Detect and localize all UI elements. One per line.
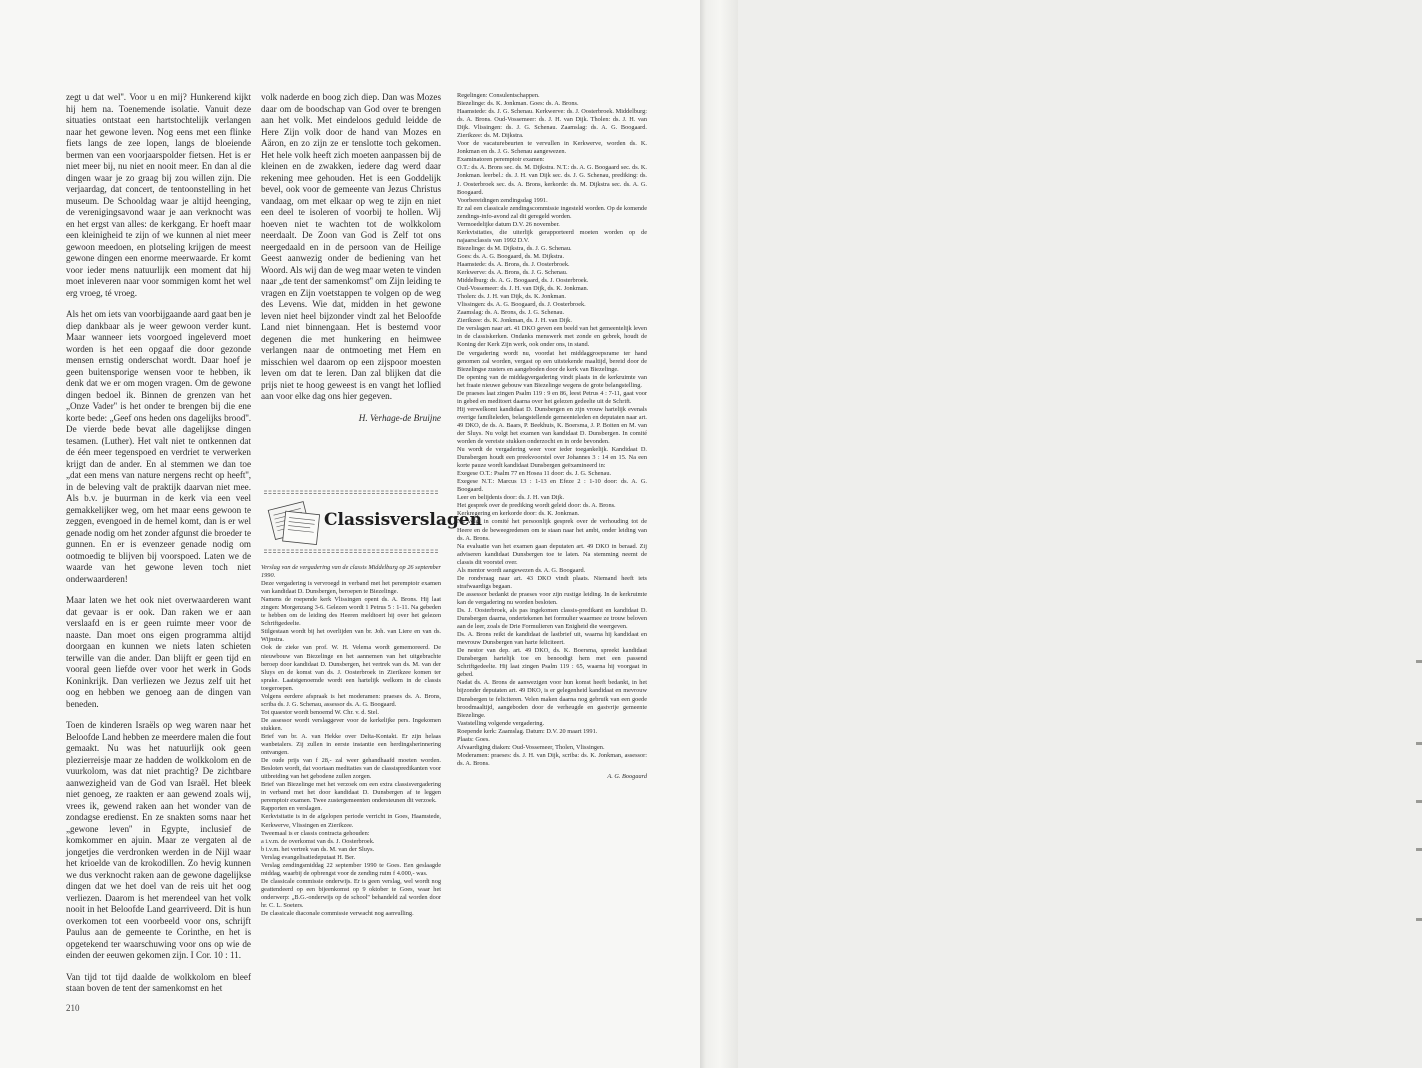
report-column-right (457, 92, 647, 780)
paragraph: De opening van de middagvergadering vindt plaats in de kerkruimte van het fraaie nieuwe gebouw van Biezelinge wegens de grote belangstelling. (457, 373, 647, 389)
paragraph: Exegese O.T.: Psalm 77 en Hosea 11 door: ds. J. G. Schenau. (457, 470, 612, 478)
paragraph: Deze vergadering is vervroegd in verband met het peremptoir examen van kandidaat D. Dunsbergen, beroepen te Biezelinge. (261, 580, 441, 596)
paragraph: Kerkvisitatie is in de afgelopen periode verricht in Goes, Haamstede, Kerkwerve, Vlissingen en Zierikzee. (261, 813, 441, 829)
paragraph: Nu wordt de vergadering weer voor ieder toegankelijk. Kandidaat D. Dunsbergen houdt een preekvoorstel over Johannes 3 : 14 en 15. Na een korte pauze wordt kandidaat Dunsbergen geëxamineerd in: (457, 446, 647, 470)
paragraph: Exegese N.T.: Marcus 13 : 1-13 en Efeze 2 : 1-10 door: ds. A. G. Boogaard. (457, 478, 647, 494)
paragraph: Tweemaal is er classis contracta gehouden: (261, 829, 370, 837)
paragraph: Haamstede: ds. J. G. Schenau. Kerkwerve: ds. J. Oosterbroek. Middelburg: ds. A. Brons. Oud-Vossemeer: ds. J. H. van Dijk. Tholen: ds. J. H. van Dijk. Vlissingen: ds. J. G. Schenau. Zaamslag: ds. A. G. Boogaard. Zierikzee: ds. M. Dijkstra. (457, 108, 647, 140)
paragraph: Hij verwelkomt kandidaat D. Dunsbergen en zijn vrouw hartelijk evenals overige familieleden, belangstellende gemeenteleden en deputaten naar art. 49 DKO, de ds. A. Baars, P. Beekhuis, K. Boersma, J. P. Boiten en M. van der Sluys. Nu volgt het examen van kandidaat D. Dunsbergen. In comité worden de vereiste stukken onderzocht en in orde bevonden. (457, 405, 647, 446)
paragraph: Toen de kinderen Israëls op weg waren naar het Beloofde Land hebben ze meerdere malen die fout gemaakt. Nu was het natuurlijk ook geen plezierreisje maar ze hadden de wolkkolom en de vuurkolom, was dat niet prachtig? De zichtbare aanwezigheid van de God van Israël. Het bleek niet genoeg, ze raakten er aan gewend zoals wij, vrees ik, gewend raken aan het wonder van de zondagse eredienst. En ze snakten soms naar het „gewone leven'' in Egypte, inclusief de komkommer en ajuin. Maar ze vergaten al de jongetjes die verdronken werden in de Nijl waar het krioelde van de krokodillen. Zo hevig kunnen we dus verknocht raken aan de gewone dagelijkse dingen dat we het doel van de reis uit het oog verliezen. Daarom is het merendeel van het volk nooit in het Beloofde Land gearriveerd. Dit is hun overkomen tot een voorbeeld voor ons, schrijft Paulus aan de gemeente te Corinthe, en het is opgetekend ter waarschuwing voor ons op wie de einden der eeuwen gekomen zijn. I Cor. 10 : 11. (66, 720, 251, 960)
paragraph: Plaats: Goes. (457, 735, 490, 743)
paragraph: Tot quaestor wordt benoemd W. Chr. v. d. Stel. (261, 708, 379, 716)
edge-mark (1416, 660, 1422, 663)
paragraph: Namens de roepende kerk Vlissingen opent ds. A. Brons. Hij laat zingen: Morgenzang 3-6. Gelezen wordt 1 Petrus 5 : 1-11. Na gebeden te hebben om de leiding des Heeren meldtoert hij over het gelezen Schriftgedeelte. (261, 596, 441, 628)
paragraph: Kerkvisitaties, die uiterlijk gerapporteerd moeten worden op de najaarsclassis van 1992 D.V. (457, 228, 647, 244)
papers-illustration-icon (262, 487, 482, 557)
edge-mark (1416, 742, 1422, 745)
paragraph: Afvaardiging diaken: Oud-Vossemeer, Tholen, Vlissingen. (457, 743, 605, 751)
paragraph: Roepende kerk: Zaamslag. Datum: D.V. 20 maart 1991. (457, 727, 598, 735)
text-column-left (66, 92, 251, 1005)
paragraph: Vlissingen: ds. A. G. Boogaard, ds. J. Oosterbroek. (457, 301, 586, 309)
paragraph: Rapporten en verslagen. (261, 805, 323, 813)
paragraph: Als mentor wordt aangewezen ds. A. G. Boogaard. (457, 566, 586, 574)
paragraph: Nu volgt in comité het persoonlijk gesprek over de verhouding tot de Heere en de beweegredenen om te staan naar het ambt, onder leiding van ds. A. Brons. (457, 518, 647, 542)
paragraph: Volgens eerdere afspraak is het moderamen: praeses ds. A. Brons, scriba ds. J. G. Schenau, assessor ds. A. G. Boogaard. (261, 692, 441, 708)
paragraph: Kerkwerve: ds. A. Brons, ds. J. G. Schenau. (457, 269, 568, 277)
paragraph: Leer en belijdenis door: ds. J. H. van Dijk. (457, 494, 565, 502)
paragraph: Oud-Vossemeer: ds. J. H. van Dijk, ds. K. Jonkman. (457, 285, 589, 293)
paragraph: Verslag zendingsmiddag 22 september 1990 te Goes. Een geslaagde middag, waarbij de opbrengst voor de zending ruim f 4.000,- was. (261, 861, 441, 877)
paragraph: Brief van br. A. van Hekke over Delta-Kontakt. Er zijn helaas wanbetalers. Zij zullen in eerste instantie een herdingsherinnering ontvangen. (261, 732, 441, 757)
edge-mark (1416, 800, 1422, 803)
paragraph: Ds. J. Oosterbroek, als pas ingekomen classis-predikant en kandidaat D. Dunsbergen daarna, ondertekenen het formulier waarmee ze trouw beloven aan de leer, zoals de Drie Formulieren van Enigheid die weergeven. (457, 607, 647, 631)
paragraph: Kerkregering en kerkorde door: ds. K. Jonkman. (457, 510, 580, 518)
report-subtitle: Verslag van de vergadering van de classis Middelburg op 26 september 1990. (261, 564, 442, 580)
report-signature: A. G. Boogaard (607, 772, 647, 780)
paragraph: Middelburg: ds. A. G. Boogaard, ds. J. Oosterbroek. (457, 277, 589, 285)
paragraph: Biezelinge: ds M. Dijkstra, ds. J. G. Schenau. (457, 244, 572, 252)
paragraph: De assessor bedankt de praeses voor zijn rustige leiding. In de kerkruimte kan de vergadering nu worden besloten. (457, 590, 647, 606)
paragraph: Het gesprek over de prediking wordt geleid door: ds. A. Brons. (457, 502, 616, 510)
paragraph: De oude prijs van f 28,- zal weer gehandhaafd moeten worden. Besloten wordt, dat voortaan meditaties van de classispredikanten voor uitbreiding van het gebodene zullen zorgen. (261, 757, 441, 781)
paragraph: Goes: ds. A. G. Boogaard, ds. M. Dijkstra. (457, 252, 565, 260)
classisverslagen-header (262, 487, 482, 557)
article-signature: H. Verhage-de Bruijne (358, 412, 441, 423)
paragraph: De nestor van dep. art. 49 DKO, ds. K. Boersma, spreekt kandidaat Dunsbergen hartelijk toe en benoodigt hem met een passend Schriftgedeelte. Hij laat zingen Psalm 119 : 65, waarna hij voorgaat in gebed. (457, 647, 647, 679)
paragraph: Moderamen: praeses: ds. J. H. van Dijk, scriba: ds. K. Jonkman, assessor: ds. A. Brons. (457, 751, 647, 767)
paragraph: De vergadering wordt nu, voordat het middaggroepsrame ter hand genomen zal worden, vergast op een uitstekende maaltijd, bereid door de Biezelingse zusters en aangeboden door de kerk van Biezelinge. (457, 349, 647, 373)
section-title: Classisverslagen (324, 510, 482, 530)
paragraph: Regelingen: Consulentschappen. (457, 92, 540, 99)
paragraph: De praeses laat zingen Psalm 119 : 9 en 86, leest Petrus 4 : 7-11, gaat voor in gebed en meditoert daarna over het gelezen gedeelte uit de Schrift. (457, 389, 647, 405)
paragraph: De rondvraag naar art. 43 DKO vindt plaats. Niemand heeft iets strafwaardigs begaan. (457, 574, 647, 590)
paragraph: Examinatoren peremptoir examen: (457, 156, 545, 164)
paragraph: Zaamslag: ds. A. Brons, ds. J. G. Schenau. (457, 309, 565, 317)
paragraph: De verslagen naar art. 41 DKO geven een beeld van het gemeentelijk leven in de classiskerken. Ondanks menswerk met zonde en gebrek, houdt de Koning der Kerk Zijn werk, ook onder ons, in stand. (457, 325, 647, 349)
report-column-middle (261, 564, 441, 918)
page-number: 210 (66, 1003, 80, 1013)
paragraph: volk naderde en boog zich diep. Dan was Mozes daar om de boodschap van God over te brengen aan het volk. Met eindeloos geduld leidde de Here Zijn volk door de hand van Mozes en Aäron, en zo zijn ze er tenslotte toch gekomen. Het hele volk heeft zich moeten aanpassen bij de kleinen en de zwakken, iedere dag werd daar rekening mee gehouden. Het is een Goddelijk bevel, ook voor de gemeente van Jezus Christus vandaag, om met elkaar op weg te zijn en niet een deel te isoleren of voorbij te hollen. Wij hoeven niet te wachten tot de wolkkolom neerdaalt. De Zoon van God is Zelf tot ons neergedaald en in de persoon van de Heilige Geest aanwezig onder de bediening van het Woord. Als wij dan de weg maar weten te vinden naar „de tent der samenkomst'' om Zijn leiding te vragen en Zijn voetstappen te volgen op de weg des Levens. Wie dat, midden in het gewone leven niet heel bijzonder vindt zal het Beloofde Land niet binnengaan. Het is bestemd voor degenen die met hunkering en heimwee verlangen naar de ontmoeting met Hem en misschien wel daarom op een zijspoor moesten leven om dat te leren. Dan zal blijken dat die prijs niet te hoog geweest is en vangt het loflied aan voor elke dag ons hier gegeven. (261, 92, 441, 401)
paragraph: Vermoedelijke datum D.V. 26 november. (457, 220, 560, 228)
paragraph: De classicale diaconale commissie verwacht nog aanvulling. (261, 910, 414, 918)
paragraph: Tholen: ds. J. H. van Dijk, ds. K. Jonkman. (457, 293, 566, 301)
paragraph: Verslag evangelisatiedeputaat H. Ber. (261, 853, 356, 861)
paragraph: Vaststelling volgende vergadering. (457, 719, 545, 727)
magazine-page (0, 0, 700, 1068)
paragraph: b i.v.m. het vertrek van ds. M. van der Sluys. (261, 845, 375, 853)
paragraph: Maar laten we het ook niet overwaarderen want dat gevaar is er ook. Dan raken we er aan verslaafd en is er geen ruimte meer voor de naaste. Dan moet ons eigen programma altijd doorgaan en kunnen we niets laten schieten terwille van die ander. Dan blijft er geen tijd en vooral geen liefde over voor het werk in Gods Koninkrijk. Dan verliezen we Jezus zelf uit het oog en hebben we genoeg aan de dingen van beneden. (66, 595, 251, 709)
paragraph: De assessor wordt verslaggever voor de kerkelijke pers. Ingekomen stukken. (261, 716, 441, 732)
paragraph: Ook de zieke van prof. W. H. Velema wordt gememoreerd. De nieuwbouw van Biezelinge en het aannemen van het uitgebrachte beroep door kandidaat D. Dunsbergen, het vertrek van ds. M. van der Sluys en de komst van ds. J. Oosterbroek in Zierikzee komen ter sprake. Laatstgenoemde wordt een hartelijk welkom in de classis toegeroepen. (261, 644, 441, 692)
paragraph: Nadat ds. A. Brons de aanwezigen voor hun komst heeft bedankt, in het bijzonder deputaten art. 49 DKO, is er gelegenheid kandidaat en mevrouw Dunsbergen te feliciteren. Velen maken daarna nog gebruik van een goede broodmaaltijd, aangeboden door de verheugde en gastvrije gemeente Biezelinge. (457, 679, 647, 719)
paragraph: Na evaluatie van het examen gaan deputaten art. 49 DKO in beraad. Zij adviseren kandidaat Dunsbergen toe te laten. Na stemming neemt de classis dit voorstel over. (457, 542, 647, 566)
paragraph: Voor de vacaturebeurten te vervullen in Kerkwerve, worden ds. K. Jonkman en ds. J. G. Schenau aangewezen. (457, 140, 647, 156)
adjacent-page-edge (700, 0, 738, 1068)
paragraph: zegt u dat wel''. Voor u en mij? Hunkerend kijkt hij hem na. Toenemende isolatie. Vanuit deze situaties ontstaat een hartstochtelijk verlangen naar het gewone leven. Nog eens met een flinke fiets langs de zee lopen, langs de bloeiende bermen van een voorjaarspolder fietsen. Het is er niet meer bij, nu niet en nooit meer. En dan al die dingen waar je zo graag bij zou willen zijn. Die verjaardag, dat concert, de tentoonstelling in het museum. De Schooldag waar je altijd heenging, de verenigingsavond waar je aan verknocht was en het ergst van alles: de kerkgang. Er hoeft maar een kleinigheid te zijn of we kunnen al niet meer gewoon meedoen, en plotseling krijgen de meest gewone dingen een enorme meerwaarde. Er komt voor ieder mens natuurlijk een moment dat hij moet inleveren naar voor sommigen komt het wel erg vroeg, té vroeg. (66, 92, 251, 298)
paragraph: De classicale commissie onderwijs. Er is geen verslag, wel wordt nog geattendeerd op een bijeenkomst op 9 oktober te Goes, waar het onderwerp: „B.G.-onderwijs op de school'' behandeld zal worden door hr. C. L. Soeters. (261, 877, 441, 909)
paragraph: Ds. A. Brons reikt de kandidaat de lastbrief uit, waarna hij kandidaat en mevrouw Dunsbergen van harte feliciteert. (457, 631, 647, 647)
paragraph: Biezelinge: ds. K. Jonkman. Goes: ds. A. Brons. (457, 100, 579, 108)
paragraph: Van tijd tot tijd daalde de wolkkolom en bleef staan boven de tent der samenkomst en het (66, 971, 251, 993)
text-column-middle (261, 92, 441, 423)
paragraph: Haamstede: ds. A. Brons, ds. J. Oosterbroek. (457, 260, 570, 268)
paragraph: O.T.: ds. A. Brons sec. ds. M. Dijkstra. N.T.: ds. A. G. Boogaard sec. ds. K. Jonkman. leerbel.: ds. J. H. van Dijk sec. ds. J. G. Schenau, prediking: ds. J. Oosterbroek sec. ds. A. Brons, kerkorde: ds. M. Dijkstra sec. ds. A. G. Boogaard. (457, 164, 647, 196)
paragraph: Brief van Biezelinge met het verzoek om een extra classisvergadering in verband met het door kandidaat D. Dunsbergen af te leggen peremptoir examen. Twee zustergemeenten ondersteunen dit verzoek. (261, 781, 441, 805)
paragraph: Voorbereidingen zendingsdag 1991. (457, 196, 548, 204)
paragraph: Stilgestaan wordt bij het overlijden van br. Joh. van Liere en van ds. Wijnstra. (261, 628, 441, 644)
paragraph: Er zal een classicale zendingscommissie ingesteld worden. Op de komende zendings-info-avond zal dit geregeld worden. (457, 204, 647, 220)
edge-mark (1416, 918, 1422, 921)
edge-mark (1416, 848, 1422, 851)
paragraph: a i.v.m. de overkomst van ds. J. Oosterbroek. (261, 837, 375, 845)
paragraph: Zierikzee: ds. K. Jonkman, ds. J. H. van Dijk. (457, 317, 572, 325)
paragraph: Als het om iets van voorbijgaande aard gaat ben je diep dankbaar als je weer gewoon verder kunt. Maar wanneer iets voorgoed ingeleverd moet worden is het een opgaaf die door gezonde mensen ernstig onderschat wordt. Daar hoef je geen buitensporige wensen voor te hebben, ik denk dat we er om mogen vragen. Om de gewone dingen bedoel ik. Binnen de grenzen van het „Onze Vader'' is het onder te brengen bij die ene korte bede: „Geef ons heden ons dagelijks brood''. De vierde bede bevat alle dagelijkse dingen tesamen. (Luther). Het valt niet te ontkennen dat de één meer tegenspoed en verdriet te verwerken krijgt dan de ander. En al stemmen we dan toe „dat een mens van nature nergens recht op heeft'', in de beleving valt de praktijk daarvan niet mee. Als b.v. je buurman in de kerk via een veel gemakkelijker weg, om het maar eens gewoon te zeggen, evengoed in de hemel komt, dan is er wel genade nodig om het zonder afgunst die broeder te gunnen. En er is evenzeer genade nodig om ootmoedig te blijven bij voorspoed. Laten we de waarde van het gewone leven toch niet onderwaarderen! (66, 309, 251, 584)
